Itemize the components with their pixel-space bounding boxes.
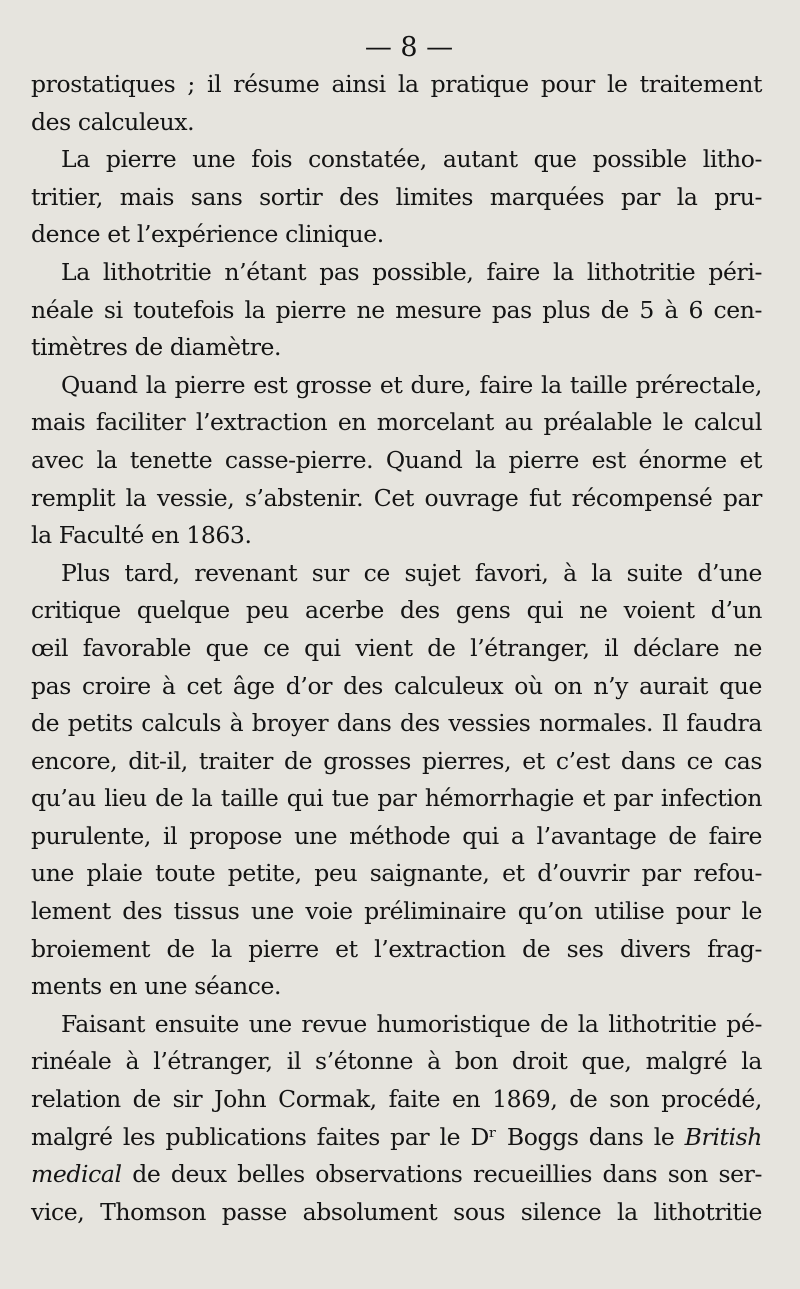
text-line: avec la tenette casse-pierre. Quand la pierre est énorme et	[31, 445, 762, 474]
text-line: timètres de diamètre.	[31, 333, 282, 362]
text-line: Plus tard, revenant sur ce sujet favori, à la suite d’une	[61, 558, 762, 587]
body-text	[31, 66, 762, 1231]
text-line: la Faculté en 1863.	[31, 521, 252, 550]
text-line: néale si toutefois la pierre ne mesure pas plus de 5 à 6 cen-	[31, 295, 762, 324]
text-line: remplit la vessie, s’abstenir. Cet ouvrage fut récompensé par	[31, 483, 762, 512]
text-line: mais faciliter l’extraction en morcelant au préalable le calcul	[31, 408, 762, 437]
text-line: encore, dit-il, traiter de grosses pierres, et c’est dans ce cas	[31, 746, 762, 775]
text-line: ments en une séance.	[31, 972, 282, 1001]
text-line: pas croire à cet âge d’or des calculeux où on n’y aurait que	[31, 671, 762, 700]
text-line: œil favorable que ce qui vient de l’étranger, il déclare ne	[31, 633, 762, 662]
text-line: broiement de la pierre et l’extraction de ses divers frag-	[31, 934, 762, 963]
text-line: prostatiques ; il résume ainsi la pratique pour le traitement	[31, 70, 762, 98]
text-line: lement des tissus une voie préliminaire qu’on utilise pour le	[31, 897, 762, 926]
text-line: dence et l’expérience clinique.	[31, 220, 384, 249]
text-line: La pierre une fois constatée, autant que possible litho-	[61, 145, 762, 174]
text-line: de petits calculs à broyer dans des vessies normales. Il faudra	[31, 709, 762, 738]
text-line: Quand la pierre est grosse et dure, faire la taille prérectale,	[61, 370, 762, 399]
text-line: medical de deux belles observations recueillies dans son ser-	[31, 1160, 762, 1189]
text-line: rinéale à l’étranger, il s’étonne à bon droit que, malgré la	[31, 1047, 762, 1076]
text-line: une plaie toute petite, peu saignante, et d’ouvrir par refou-	[31, 859, 762, 888]
text-line: Faisant ensuite une revue humoristique de la lithotritie pé-	[61, 1009, 762, 1038]
text-line: relation de sir John Cormak, faite en 1869, de son procédé,	[31, 1085, 762, 1114]
text-line: des calculeux.	[31, 107, 195, 136]
text-line: La lithotritie n’étant pas possible, faire la lithotritie péri-	[61, 257, 762, 286]
text-line: vice, Thomson passe absolument sous silence la lithotritie	[31, 1197, 762, 1226]
text-line: critique quelque peu acerbe des gens qui ne voient d’un	[31, 596, 762, 625]
text-line: purulente, il propose une méthode qui a l’avantage de faire	[31, 821, 762, 850]
text-line: malgré les publications faites par le Dʳ Boggs dans le British	[31, 1122, 762, 1151]
text-line: tritier, mais sans sortir des limites marquées par la pru-	[31, 182, 762, 211]
text-line: qu’au lieu de la taille qui tue par hémorrhagie et par infection	[31, 784, 762, 813]
page-number: — 8 —	[364, 32, 454, 63]
